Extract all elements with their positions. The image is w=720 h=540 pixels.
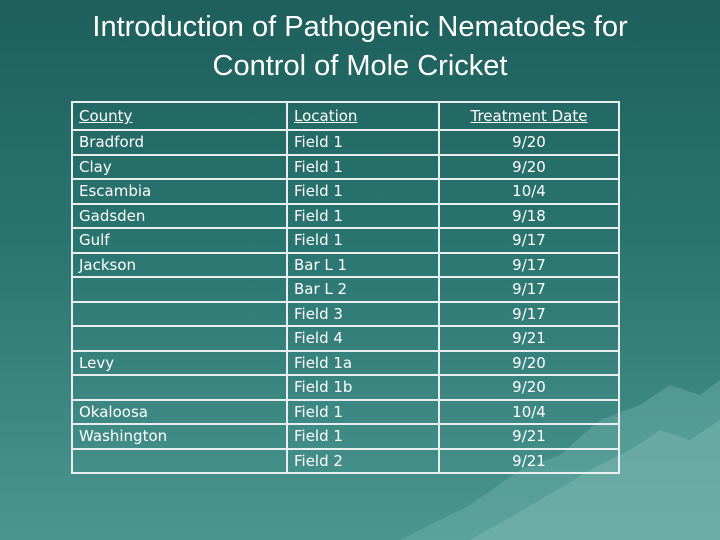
- title-line-1: Introduction of Pathogenic Nematodes for: [92, 11, 628, 43]
- slide-title: [0, 8, 720, 86]
- location-cell: Field 4: [287, 326, 439, 351]
- table-row: [72, 375, 619, 400]
- location-cell: Field 1: [287, 179, 439, 204]
- location-cell: Field 3: [287, 302, 439, 327]
- treatment-date-cell: 9/20: [439, 351, 619, 376]
- treatment-date-cell: 9/17: [439, 228, 619, 253]
- location-cell: Field 1: [287, 400, 439, 425]
- county-cell: Levy: [72, 351, 287, 376]
- county-cell: Escambia: [72, 179, 287, 204]
- treatment-date-cell: 9/20: [439, 130, 619, 155]
- county-cell: Washington: [72, 424, 287, 449]
- location-cell: Bar L 1: [287, 253, 439, 278]
- table-row: [72, 351, 619, 376]
- table-row: [72, 253, 619, 278]
- county-cell: [72, 302, 287, 327]
- treatment-date-cell: 9/21: [439, 449, 619, 474]
- treatment-table: [71, 101, 620, 474]
- table-row: [72, 326, 619, 351]
- title-line-2: Control of Mole Cricket: [212, 50, 508, 82]
- location-cell: Field 1: [287, 130, 439, 155]
- treatment-date-cell: 9/17: [439, 277, 619, 302]
- treatment-date-cell: 9/17: [439, 302, 619, 327]
- treatment-date-cell: 10/4: [439, 179, 619, 204]
- table-row: [72, 400, 619, 425]
- county-cell: Gadsden: [72, 204, 287, 229]
- treatment-date-cell: 9/20: [439, 155, 619, 180]
- table-row: [72, 302, 619, 327]
- location-cell: Field 1a: [287, 351, 439, 376]
- treatment-date-cell: 9/17: [439, 253, 619, 278]
- county-cell: Okaloosa: [72, 400, 287, 425]
- location-cell: Field 2: [287, 449, 439, 474]
- table-row: [72, 424, 619, 449]
- county-cell: Bradford: [72, 130, 287, 155]
- location-cell: Field 1: [287, 424, 439, 449]
- table-header-row: [72, 102, 619, 130]
- location-cell: Field 1b: [287, 375, 439, 400]
- treatment-date-cell: 10/4: [439, 400, 619, 425]
- table-row: [72, 130, 619, 155]
- header-county: County: [72, 102, 287, 130]
- location-cell: Field 1: [287, 228, 439, 253]
- treatment-date-cell: 9/21: [439, 424, 619, 449]
- location-cell: Field 1: [287, 204, 439, 229]
- county-cell: Gulf: [72, 228, 287, 253]
- treatment-date-cell: 9/21: [439, 326, 619, 351]
- location-cell: Field 1: [287, 155, 439, 180]
- county-cell: [72, 326, 287, 351]
- county-cell: Clay: [72, 155, 287, 180]
- table-row: [72, 179, 619, 204]
- header-location: Location: [287, 102, 439, 130]
- table-row: [72, 228, 619, 253]
- county-cell: [72, 449, 287, 474]
- treatment-date-cell: 9/18: [439, 204, 619, 229]
- location-cell: Bar L 2: [287, 277, 439, 302]
- treatment-date-cell: 9/20: [439, 375, 619, 400]
- table-row: [72, 277, 619, 302]
- county-cell: Jackson: [72, 253, 287, 278]
- county-cell: [72, 277, 287, 302]
- header-treatment-date: Treatment Date: [439, 102, 619, 130]
- table-row: [72, 155, 619, 180]
- table-row: [72, 449, 619, 474]
- county-cell: [72, 375, 287, 400]
- table-row: [72, 204, 619, 229]
